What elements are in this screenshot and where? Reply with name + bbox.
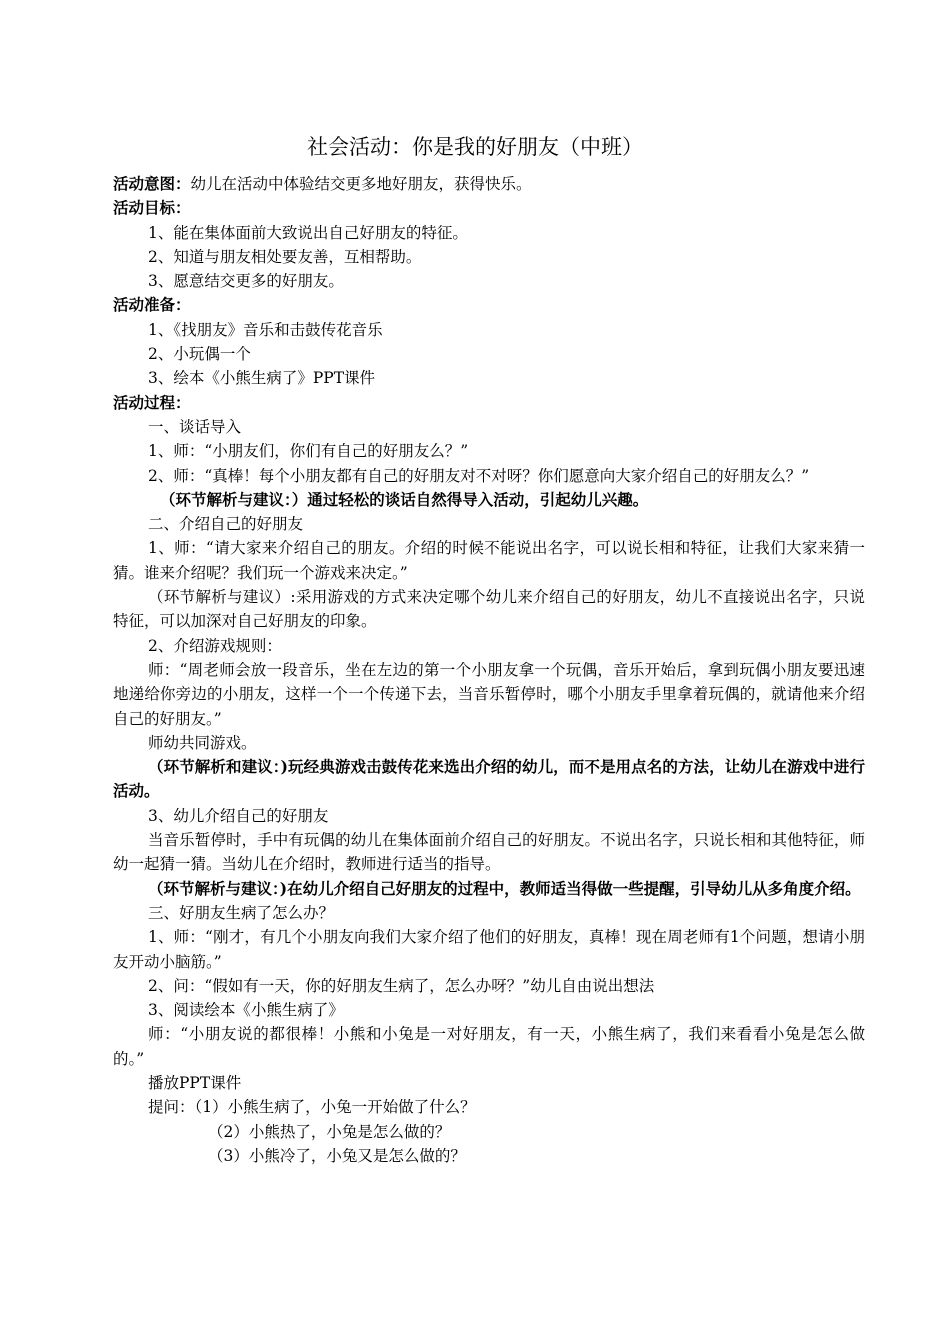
paragraph: 1、师：“刚才，有几个小朋友向我们大家介绍了他们的好朋友，真棒！现在周老师有1个问题，想请小朋友开动小脑筋。” [113, 928, 865, 971]
analysis-note: （环节解析与建议：）通过轻松的谈话自然得导入活动，引起幼儿兴趣。 [160, 489, 649, 509]
intent-line [113, 172, 865, 196]
paragraph: 当音乐暂停时，手中有玩偶的幼儿在集体面前介绍自己的好朋友。不说出名字，只说长相和其他特征，师幼一起猜一猜。当幼儿在介绍时，教师进行适当的指导。 [113, 831, 865, 874]
intent-text: 幼儿在活动中体验结交更多地好朋友，获得快乐。 [190, 175, 532, 193]
paragraph: 2、问：“假如有一天，你的好朋友生病了，怎么办呀？”幼儿自由说出想法 [148, 976, 655, 995]
prep-label: 活动准备： [113, 296, 191, 315]
part2-title: 二、介绍自己的好朋友 [148, 515, 304, 534]
question-line [113, 1095, 865, 1119]
analysis-note: （环节解析和建议：)玩经典游戏击鼓传花来选出介绍的幼儿，而不是用点名的方法，让幼儿在游戏中进行活动。 [113, 757, 865, 801]
question-item: （2）小熊热了，小兔是怎么做的？ [208, 1122, 451, 1141]
paragraph: 师：“小朋友说的都很棒！小熊和小兔是一对好朋友，有一天，小熊生病了，我们来看看小兔是怎么做的。” [113, 1025, 865, 1068]
prep-item: 3、绘本《小熊生病了》PPT课件 [148, 369, 376, 388]
process-label: 活动过程： [113, 393, 191, 412]
prep-item: 2、小玩偶一个 [148, 345, 251, 364]
goals-label: 活动目标： [113, 199, 191, 218]
goal-item: 3、愿意结交更多的好朋友。 [148, 272, 344, 291]
paragraph: 播放PPT课件 [148, 1073, 242, 1092]
document-title: 社会活动：你是我的好朋友（中班） [307, 135, 643, 159]
paragraph: 2、介绍游戏规则： [148, 636, 282, 655]
paragraph: 3、阅读绘本《小熊生病了》 [148, 1001, 344, 1020]
paragraph: 2、师：“真棒！每个小朋友都有自己的好朋友对不对呀？你们愿意向大家介绍自己的好朋友么？” [148, 466, 810, 485]
document-body [113, 172, 865, 1168]
goal-item: 1、能在集体面前大致说出自己好朋友的特征。 [148, 223, 468, 242]
goal-item: 2、知道与朋友相处要友善，互相帮助。 [148, 247, 422, 266]
intent-label: 活动意图： [113, 175, 191, 193]
question-item: （3）小熊冷了，小兔又是怎么做的？ [208, 1146, 466, 1165]
paragraph: 1、师：“请大家来介绍自己的朋友。介绍的时候不能说出名字，可以说长相和特征，让我们大家来猜一猜。谁来介绍呢？我们玩一个游戏来决定。” [113, 539, 865, 582]
analysis-note: （环节解析与建议：)在幼儿介绍自己好朋友的过程中，教师适当得做一些提醒，引导幼儿从多角度介绍。 [148, 878, 861, 898]
paragraph: 3、幼儿介绍自己的好朋友 [148, 806, 329, 825]
analysis-note: （环节解析与建议）:采用游戏的方式来决定哪个幼儿来介绍自己的好朋友，幼儿不直接说出名字，只说特征，可以加深对自己好朋友的印象。 [113, 588, 865, 631]
prep-item: 1、《找朋友》音乐和击鼓传花音乐 [148, 320, 383, 339]
question-item: （1）小熊生病了，小兔一开始做了什么？ [194, 1098, 476, 1117]
part1-title: 一、谈话导入 [148, 417, 242, 436]
paragraph: 师幼共同游戏。 [148, 733, 257, 752]
paragraph: 师：“周老师会放一段音乐，坐在左边的第一个小朋友拿一个玩偶，音乐开始后，拿到玩偶小朋友要迅速地递给你旁边的小朋友，这样一个一个传递下去，当音乐暂停时，哪个小朋友手里拿着玩偶的，就请他来介绍自己的好朋友。” [113, 660, 865, 728]
part3-title: 三、好朋友生病了怎么办？ [148, 903, 335, 922]
question-label: 提问： [148, 1098, 195, 1117]
paragraph: 1、师：“小朋友们，你们有自己的好朋友么？” [148, 442, 469, 461]
